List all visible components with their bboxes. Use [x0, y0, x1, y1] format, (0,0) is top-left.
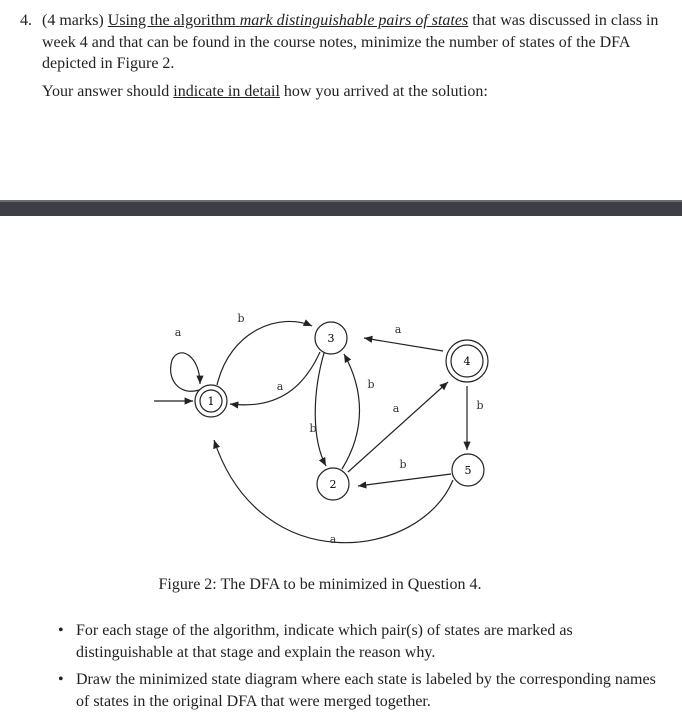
edge-5-2-b: [358, 474, 451, 486]
label-5-2: b: [399, 458, 407, 471]
question-intro: Using the algorithm mark distinguishable pairs of states: [107, 12, 469, 29]
state-5: [452, 454, 484, 486]
dfa-diagram: [0, 300, 682, 570]
svg-text:4: 4: [463, 355, 471, 368]
question-text: [42, 10, 660, 75]
edge-2-3-b: [342, 354, 360, 469]
question-marks: (4 marks): [42, 12, 104, 29]
label-1-1: a: [174, 326, 182, 339]
bullet-icon: •: [58, 622, 64, 639]
label-3-2: b: [309, 422, 317, 435]
state-3: [315, 322, 347, 354]
question-number: 4.: [20, 12, 32, 29]
list-item: • Draw the minimized state diagram where each state is labeled by the corresponding names of states in the original DFA that were merged together.: [58, 671, 656, 710]
label-3-1: a: [276, 380, 284, 393]
figure-caption: Figure 2: The DFA to be minimized in Question 4.: [158, 576, 482, 593]
edge-1-1-a: [171, 353, 200, 391]
edge-2-4-a: [348, 382, 448, 472]
answer-instruction: Your answer should indicate in detail how you arrived at the solution:: [42, 82, 488, 100]
question-rest: that was discussed in class in week 4 and that can be found in the course notes, minimize the number of states of the DFA depicted in Figure 2.: [42, 12, 659, 72]
state-2: [317, 468, 349, 500]
label-4-3: a: [394, 323, 402, 336]
bullet-icon: •: [58, 671, 64, 688]
list-item: • For each stage of the algorithm, indicate which pair(s) of states are marked as distinguishable at that stage and explain the reason why.: [58, 622, 573, 661]
svg-text:3: 3: [327, 332, 335, 345]
label-1-3: b: [237, 312, 245, 325]
svg-text:5: 5: [464, 464, 472, 477]
label-2-4: a: [392, 402, 400, 415]
answer-emphasis: indicate in detail: [173, 82, 280, 100]
edge-3-2-b: [315, 353, 326, 466]
algorithm-name: mark distinguishable pairs of states: [239, 12, 469, 29]
edge-3-1-a: [230, 352, 320, 405]
svg-text:2: 2: [329, 478, 337, 491]
question-4: [20, 10, 660, 102]
svg-text:1: 1: [207, 395, 215, 408]
instructions-list: [58, 620, 658, 718]
state-4: [446, 340, 488, 382]
edge-4-3-a: [364, 338, 443, 351]
edge-5-1-a: [214, 440, 453, 543]
page-separator-bar: [0, 200, 682, 216]
state-1: [195, 385, 227, 417]
label-2-3: b: [367, 378, 375, 391]
label-4-5: b: [476, 399, 484, 412]
edge-1-3-b: [217, 321, 312, 385]
label-5-1: a: [329, 533, 337, 546]
